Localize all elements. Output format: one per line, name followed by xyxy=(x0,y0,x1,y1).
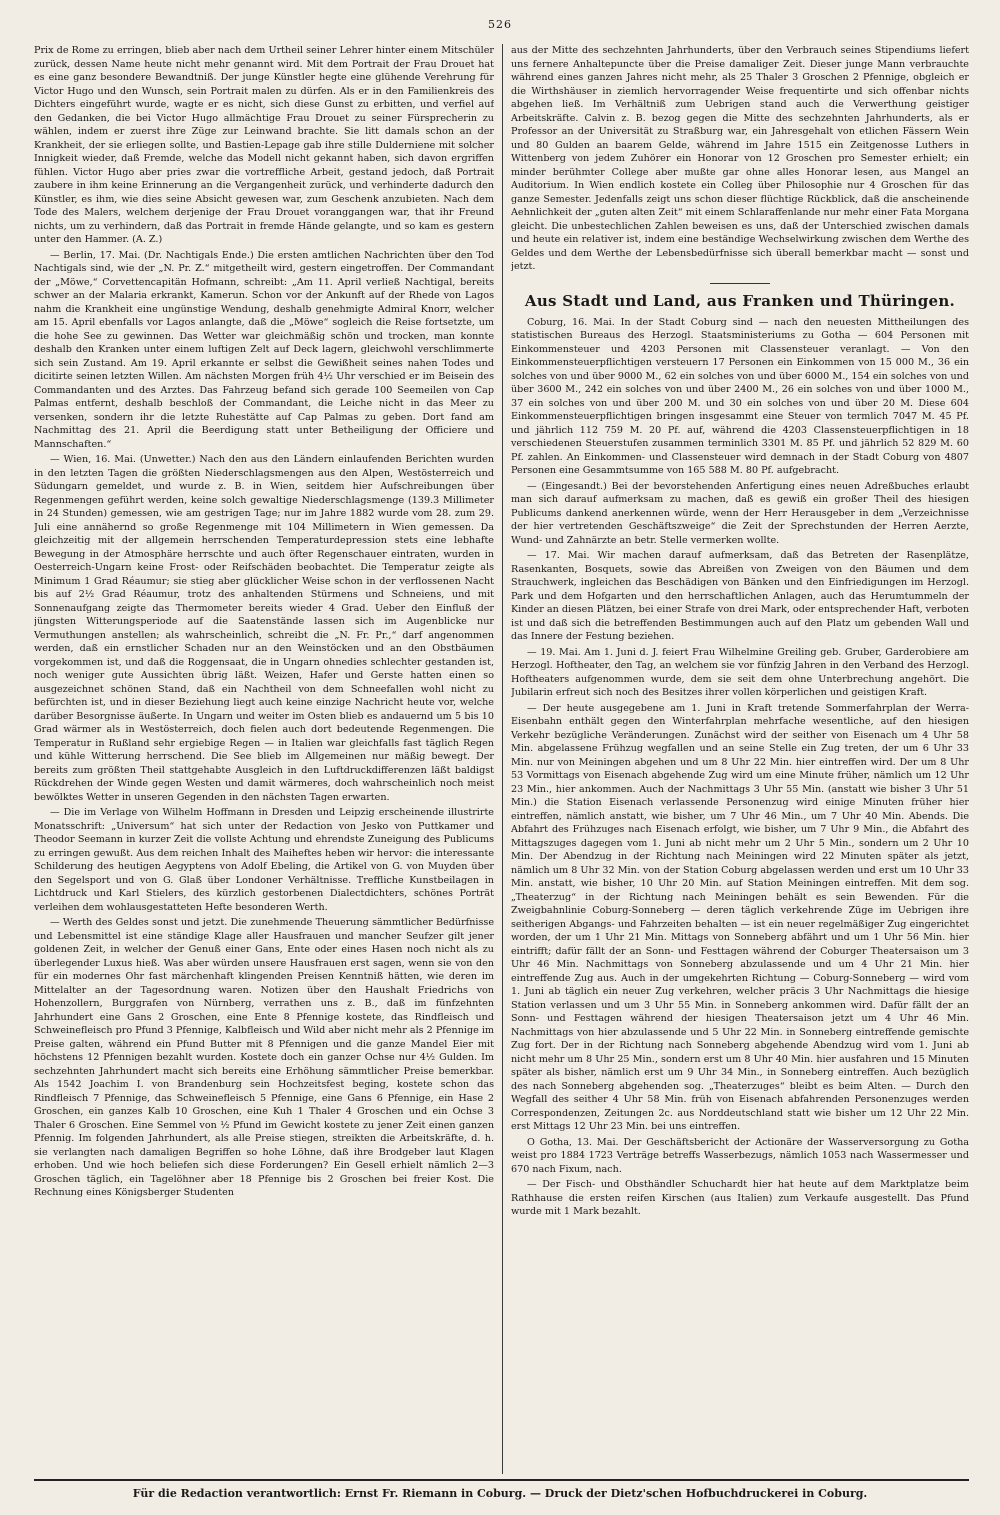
article-werth-des-geldes: — Werth des Geldes sonst und jetzt. Die zunehmende Theuerung sämmtlicher Bedürfnisse und Lebensmittel ist eine ständige Klage aller Hausfrauen und mancher Seufzer gilt jener goldenen Zeit, in welcher der Genuß einer Gans, Ente oder eines Hasen noch nicht als zu überlegender Luxus hieß. Was aber würden unsere Hausfrauen erst sagen, wenn sie von den für ein modernes Ohr fast märchenhaft klingenden Preisen Kenntniß hätten, wie deren im Mittelalter an der Tagesordnung waren. Notizen über den Haushalt Friedrichs von Hohenzollern, Burggrafen von Nürnberg, verrathen uns z. B., daß im fünfzehnten Jahrhundert eine Gans 2 Groschen, eine Ente 8 Pfennige kostete, das Rindfleisch und Schweinefleisch pro Pfund 3 Pfennige, Kalbfleisch und Wild aber nicht mehr als 2 Pfennige im Preise galten, während ein Pfund Butter mit 8 Pfennigen und die ganze Mandel Eier mit höchstens 12 Pfennigen bezahlt wurden. Kostete doch ein ganzer Ochse nur 4½ Gulden. Im sechzehnten Jahrhundert macht sich bereits eine Erhöhung sämmtlicher Preise bemerkbar. Als 1542 Joachim I. von Brandenburg sein Hochzeitsfest beging, kostete schon das Rindfleisch 7 Pfennige, das Schweinefleisch 5 Pfennige, eine Gans 6 Pfennige, ein Hase 2 Groschen, ein ganzes Kalb 10 Groschen, eine Kuh 1 Thaler 4 Groschen und ein Ochse 3 Thaler 6 Groschen. Eine Semmel von ½ Pfund im Gewicht kostete zu jener Zeit einen ganzen Pfennig. Im folgenden Jahrhundert, als alle Preise stiegen, streikten die Arbeitskräfte, d. h. sie verlangten nach damaligen Begriffen so hohe Löhne, daß ihre Brodgeber laut Klagen erhoben. Und wie hoch beliefen sich diese Forderungen? Ein Gesell erhielt nämlich 2—3 Groschen täglich, ein Tagelöhner aber 18 Pfennige bis 2 Groschen bei freier Kost. Die Rechnung eines Königsberger Studenten xyxy=(34,917,494,1198)
footer-rule xyxy=(34,1479,969,1481)
article-kirschen: — Der Fisch- und Obsthändler Schuchardt hier hat heute auf dem Marktplatze beim Rathhause die ersten reifen Kirschen (aus Italien) zum Verkaufe ausgestellt. Das Pfund wurde mit 1 Mark bezahlt. xyxy=(511,1179,969,1217)
article-universum: — Die im Verlage von Wilhelm Hoffmann in Dresden und Leipzig erscheinende illustrirte Monatsschrift: „Universum“ hat sich unter der Redaction von Jesko von Puttkamer und Theodor Seemann in kurzer Zeit die vollste Achtung und ehrendste Zuneigung des Publicums zu erringen gewußt. Aus dem reichen Inhalt des Maiheftes heben wir hervor: die interessante Schilderung des heutigen Aegyptens von Adolf Ebeling, die Artikel von G. von Muyden über den Segelsport und von G. Glaß über Londoner Verhältnisse. Treffliche Kunstbeilagen in Lichtdruck und Karl Stielers, des kürzlich gestorbenen Dialectdichters, schönes Porträt verleihen dem wohlausgestatteten Hefte besonderen Werth. xyxy=(34,807,494,913)
right-column xyxy=(511,44,969,1474)
left-column xyxy=(34,44,494,1474)
article-anlagen: — 17. Mai. Wir machen darauf aufmerksam, daß das Betreten der Rasenplätze, Rasenkanten, Bosquets, sowie das Abreißen von Zweigen von den Bäumen und dem Strauchwerk, ingleichen das Beschädigen von Bänken und den Einfriedigungen im Herzogl. Park und dem Hofgarten und den herrschaftlichen Anlagen, auch das Herumtummeln der Kinder an diesen Plätzen, bei einer Strafe von drei Mark, oder entsprechender Haft, verboten ist und daß sich die betreffenden Bestimmungen auch auf den Platz um gebenden Wall und das Innere der Festung beziehen. xyxy=(511,550,969,642)
article-gotha-wasser: O Gotha, 13. Mai. Der Geschäftsbericht der Actionäre der Wasserversorgung zu Gotha weist pro 1884 1723 Verträge betreffs Wasserbezugs, nämlich 1053 nach Wassermesser und 670 nach Fixum, nach. xyxy=(511,1136,969,1175)
section-heading: Aus Stadt und Land, aus Franken und Thüringen. xyxy=(524,291,956,310)
article-eingesandt: — (Eingesandt.) Bei der bevorstehenden Anfertigung eines neuen Adreßbuches erlaubt man sich darauf aufmerksam zu machen, daß es gewiß ein großer Theil des hiesigen Publicums dankend anerkennen würde, wenn der Herr Herausgeber in dem „Verzeichnisse der hier vertretenden Geschäftszweige“ die Zeit der Sprechstunden der Herren Aerzte, Wund- und Zahnärzte an betr. Stelle vermerken wollte. xyxy=(511,480,969,546)
article-drouet-portrait: Prix de Rome zu erringen, blieb aber nach dem Urtheil seiner Lehrer hinter einem Mitschüler zurück, dessen Name heute nicht mehr genannt wird. Mit dem Portrait der Frau Drouet hat es eine ganz besondere Bewandtniß. Der junge Künstler hegte eine glühende Verehrung für Victor Hugo und den Wunsch, sein Portrait malen zu dürfen. Als er in den Familienkreis des Dichters eingeführt wurde, wagte er es nicht, sich diese Gunst zu erbitten, und verfiel auf den Gedanken, die bei Victor Hugo allmächtige Frau Drouet zu seiner Fürsprecherin zu wählen, indem er zuerst ihre Züge zur Leinwand brachte. Sie litt damals schon an der Krankheit, der sie erliegen sollte, und Bastien-Lepage gab ihre stille Dulderniene mit solcher Innigkeit wieder, daß Fremde, welche das Modell nicht gekannt haben, sich davon ergriffen fühlen. Victor Hugo aber pries zwar die vortreffliche Arbeit, gestand jedoch, daß Portrait zaubere in ihm keine Erinnerung an die Vergangenheit zurück, und verhinderte dadurch den Künstler, es ihm, wie dies seine Absicht gewesen war, zum Geschenk anzubieten. Nach dem Tode des Malers, welchem derjenige der Frau Drouet voranggangen war, that ihr Freund nichts, um zu verhindern, daß das Portrait in fremde Hände gelangte, und so kam es gestern unter den Hammer. (A. Z.) xyxy=(34,45,494,245)
article-wien-unwetter: — Wien, 16. Mai. (Unwetter.) Nach den aus den Ländern einlaufenden Berichten wurden in den letzten Tagen die größten Niederschlagsmengen aus den Alpen, Westösterreich und Südungarn gemeldet, und wurde z. B. in Wien, seitdem hier Aufschreibungen über Regenmengen geführt werden, keine solch gewaltige Niederschlagsmenge (139.3 Millimeter in 24 Stunden) gemessen, wie am gestrigen Tage; nur im Jahre 1882 wurde vom 28. zum 29. Juli eine annähernd so große Regenmenge mit 104 Millimetern in Wien gemessen. Da gleichzeitig mit der allgemein herrschenden Temperaturdepression stets eine lebhafte Bewegung in der Atmosphäre herrschte und auch öfter Regenschauer eintraten, wurden in Oesterreich-Ungarn keine Frost- oder Reifschäden beobachtet. Die Temperatur zeigte als Minimum 1 Grad Réaumur; sie stieg aber glücklicher Weise schon in der verflossenen Nacht bis auf 2½ Grad Réaumur, trotz des anhaltenden Stürmens und Schneiens, und mit Sonnenaufgang zeigte das Thermometer bereits wieder 4 Grad. Ueber den Einfluß der jüngsten Witterungsperiode auf die Saatenstände lassen sich im Augenblicke nur Vermuthungen anstellen; als wahrscheinlich, schreibt die „N. Fr. Pr.,“ darf angenommen werden, daß ein ernstlicher Schaden nur an den Weinstöcken und an den Obstbäumen vorgekommen ist, und daß die Roggensaat, die in Ungarn ohnedies schlechter gestanden ist, noch weniger gute Aussichten übrig läßt. Weizen, Hafer und Gerste hatten einen so ausgezeichnet schönen Stand, daß ein Nachtheil von dem Schneefallen wohl nicht zu befürchten ist, und in dieser Beziehung liegt auch keine einzige Nachricht heute vor, welche darüber Besorgnisse äußerte. In Ungarn und weiter im Osten blieb es andauernd um 5 bis 10 Grad wärmer als in Westösterreich, doch fielen auch dort bedeutende Regenmengen. Die Temperatur in Rußland sehr ergiebige Regen — in Italien war gleichfalls fast täglich Regen und kühle Witterung herrschend. Die See blieb im Allgemeinen nur mäßig bewegt. Der bereits zum größten Theil stattgehabte Ausgleich in den Luftdruckdifferenzen läßt baldigst Rückdrehen der Winde gegen Westen und damit wärmeres, doch wahrscheinlich noch meist bewölktes Wetter in unseren Gegenden in den nächsten Tagen erwarten. xyxy=(34,454,494,803)
article-coburg-steuer: Coburg, 16. Mai. In der Stadt Coburg sind — nach den neuesten Mittheilungen des statistischen Bureaus des Herzogl. Staatsministeriums zu Gotha — 604 Personen mit Einkommensteuer und 4203 Personen mit Classensteuer veranlagt. — Von den Einkommensteuerpflichtigen versteuern 17 Personen ein Einkommen von 15 000 M., 36 ein solches von und über 9000 M., 62 ein solches von und über 6000 M., 154 ein solches von und über 3600 M., 242 ein solches von und über 2400 M., 26 ein solches von und über 1000 M., 37 ein solches von und über 200 M. und 30 ein solches von und über 20 M. Diese 604 Einkommensteuerpflichtigen bringen insgesammt eine Steuer von termlich 7047 M. 45 Pf. und jährlich 112 759 M. 20 Pf. auf, während die 4203 Classensteuerpflichtigen in 18 verschiedenen Steuerstufen zusammen terminlich 3301 M. 85 Pf. und jährlich 52 829 M. 60 Pf. zahlen. An Einkommen- und Classensteuer wird demnach in der Stadt Coburg von 4807 Personen eine Gesammtsumme von 165 588 M. 80 Pf. aufgebracht. xyxy=(511,316,969,476)
article-berlin-nachtigal: — Berlin, 17. Mai. (Dr. Nachtigals Ende.) Die ersten amtlichen Nachrichten über den Tod Nachtigals sind, wie der „N. Pr. Z.“ mitgetheilt wird, gestern eingetroffen. Der Commandant der „Möwe,“ Corvettencapitän Hofmann, schreibt: „Am 11. April verließ Nachtigal, bereits schwer an der Malaria erkrankt, Kamerun. Schon vor der Ankunft auf der Rhede von Lagos nahm die Krankheit eine ungünstige Wendung, deshalb genehmigte Admiral Knorr, welcher am 15. April ebenfalls vor Lagos anlangte, daß die „Möwe“ sogleich die Reise fortsetzte, um die hohe See zu gewinnen. Das Wetter war gleichmäßig schön und trocken, man konnte deshalb den Kranken unter einem luftigen Zelt auf Deck lagern, gleichwohl verschlimmerte sich sein Zustand. Am 19. April erkannte er selbst die Gewißheit seines nahen Todes und dicitirte seinen letzten Willen. Am nächsten Morgen früh 4½ Uhr verschied er im Beisein des Commandanten und des Arztes. Das Fahrzeug befand sich gerade 100 Seemeilen von Cap Palmas entfernt, deshalb beschloß der Commandant, die Leiche nicht in das Meer zu versenken, sondern ihr die letzte Ruhestätte auf Cap Palmas zu geben. Dort fand am Nachmittag des 21. April die Beerdigung statt unter Betheiligung der Officiere und Mannschaften.“ xyxy=(34,249,494,450)
article-werth-des-geldes-continued: aus der Mitte des sechzehnten Jahrhunderts, über den Verbrauch seines Stipendiums liefert uns fernere Anhaltepuncte über die Preise damaliger Zeit. Dieser junge Mann verbrauchte während eines ganzen Jahres nicht mehr, als 25 Thaler 3 Groschen 2 Pfennige, obgleich er die Wirthshäuser in ziemlich hervorragender Weise frequentirte und sich offenbar nichts abgehen ließ. Im Verhältniß zum Uebrigen stand auch die Verwerthung geistiger Arbeitskräfte. Calvin z. B. bezog gegen die Mitte des sechzehnten Jahrhunderts, als er Professor an der Universität zu Straßburg war, ein Jahresgehalt von etlichen Fässern Wein und 80 Gulden an baarem Gelde, während im Jahre 1515 ein Zeitgenosse Luthers in Wittenberg von jedem Zuhörer ein Honorar von 12 Groschen pro Semester erhielt; ein minder berühmter College aber mußte gar ohne alles Honorar lesen, aus Mangel an Auditorium. In Wien endlich kostete ein Colleg über Philosophie nur 4 Groschen für das ganze Semester. Jedenfalls zeigt uns schon dieser flüchtige Rückblick, daß die anscheinende Aehnlichkeit der „guten alten Zeit“ mit einem Schlaraffenlande nur mehr einer Fata Morgana gleicht. Die unbestechlichen Zahlen beweisen es uns, daß der Unterschied zwischen damals und heute ein relativer ist, indem eine beständige Wechselwirkung zwischen dem Werthe des Geldes und dem Werthe der Lebensbedürfnisse sich überall bemerkbar macht — sonst und jetzt. xyxy=(511,45,969,272)
page-number: 526 xyxy=(488,18,512,31)
article-jubilaeum: — 19. Mai. Am 1. Juni d. J. feiert Frau Wilhelmine Greiling geb. Gruber, Garderobiere am Herzogl. Hoftheater, den Tag, an welchem sie vor fünfzig Jahren in den Verband des Herzogl. Hoftheaters aufgenommen wurde, dem sie seit dem ohne Unterbrechung angehört. Die Jubilarin erfreut sich noch des Besitzes ihrer vollen körperlichen und geistigen Kraft. xyxy=(511,646,969,698)
article-fahrplan: — Der heute ausgegebene am 1. Juni in Kraft tretende Sommerfahrplan der Werra-Eisenbahn enthält gegen den Winterfahrplan mehrfache wesentliche, auf den hiesigen Verkehr bezügliche Veränderungen. Zunächst wird der seither von Eisenach um 4 Uhr 58 Min. abgelassene Frühzug wegfallen und an seine Stelle ein Zug treten, der um 6 Uhr 33 Min. nur von Meiningen abgehen und um 8 Uhr 22 Min. hier eintreffen wird. Der um 8 Uhr 53 Vormittags von Eisenach abgehende Zug wird um eine Minute früher, nämlich um 12 Uhr 23 Min., hier ankommen. Auch der Nachmittags 3 Uhr 55 Min. (anstatt wie bisher 3 Uhr 51 Min.) die Station Eisenach verlassende Personenzug wird einige Minuten früher hier eintreffen, nämlich anstatt, wie bisher, um 7 Uhr 46 Min., um 7 Uhr 40 Min. Abends. Die Abfahrt des Frühzuges nach Eisenach erfolgt, wie bisher, um 7 Uhr 9 Min., die Abfahrt des Mittagszuges dagegen vom 1. Juni ab nicht mehr um 2 Uhr 5 Min., sondern um 2 Uhr 10 Min. Der Abendzug in der Richtung nach Meiningen wird 22 Minuten später als jetzt, nämlich um 8 Uhr 32 Min. von der Station Coburg abgelassen werden und erst um 10 Uhr 33 Min. anstatt, wie bisher, 10 Uhr 20 Min. auf Station Meiningen eintreffen. Mit dem sog. „Theaterzug“ in der Richtung nach Meiningen behält es sein Bewenden. Für die Zweigbahnlinie Coburg-Sonneberg — deren täglich verkehrende Züge im Uebrigen ihre seitherigen Abgangs- und Fahrzeiten behalten — ist ein neuer regelmäßiger Zug eingerichtet worden, der um 1 Uhr 21 Min. Mittags von Sonneberg abfährt und um 1 Uhr 56 Min. hier eintrifft; dafür fällt der an Sonn- und Festtagen während der Coburger Theatersaison um 3 Uhr 46 Min. Nachmittags von Sonneberg abzulassende und um 4 Uhr 21 Min. hier eintreffende Zug aus. Auch in der umgekehrten Richtung — Coburg-Sonneberg — wird vom 1. Juni ab täglich ein neuer Zug verkehren, welcher präcis 3 Uhr Nachmittags die hiesige Station verlassen und um 3 Uhr 55 Min. in Sonneberg ankommen wird. Dafür fällt der an Sonn- und Festtagen während der hiesigen Theatersaison jetzt um 4 Uhr 46 Min. Nachmittags von hier abzulassende und 5 Uhr 22 Min. in Sonneberg eintreffende gemischte Zug fort. Der in der Richtung nach Sonneberg abgehende Abendzug wird vom 1. Juni ab nicht mehr um 8 Uhr 25 Min., sondern erst um 8 Uhr 40 Min. hier ausfahren und 15 Minuten später als bisher, nämlich erst um 9 Uhr 34 Min., in Sonneberg eintreffen. Auch bezüglich des nach Sonneberg abgehenden sog. „Theaterzuges“ bleibt es beim Alten. — Durch den Wegfall des seither 4 Uhr 58 Min. früh von Eisenach abfahrenden Personenzuges werden Correspondenzen, Zeitungen 2c. aus Norddeutschland statt wie bisher um 12 Uhr 22 Min. erst Mittags 12 Uhr 23 Min. bei uns eintreffen. xyxy=(511,702,969,1132)
column-divider xyxy=(502,44,503,1474)
imprint-footer: Für die Redaction verantwortlich: Ernst Fr. Riemann in Coburg. — Druck der Dietz'schen Hofbuchdruckerei in Coburg. xyxy=(132,1487,868,1500)
section-divider xyxy=(710,283,770,284)
